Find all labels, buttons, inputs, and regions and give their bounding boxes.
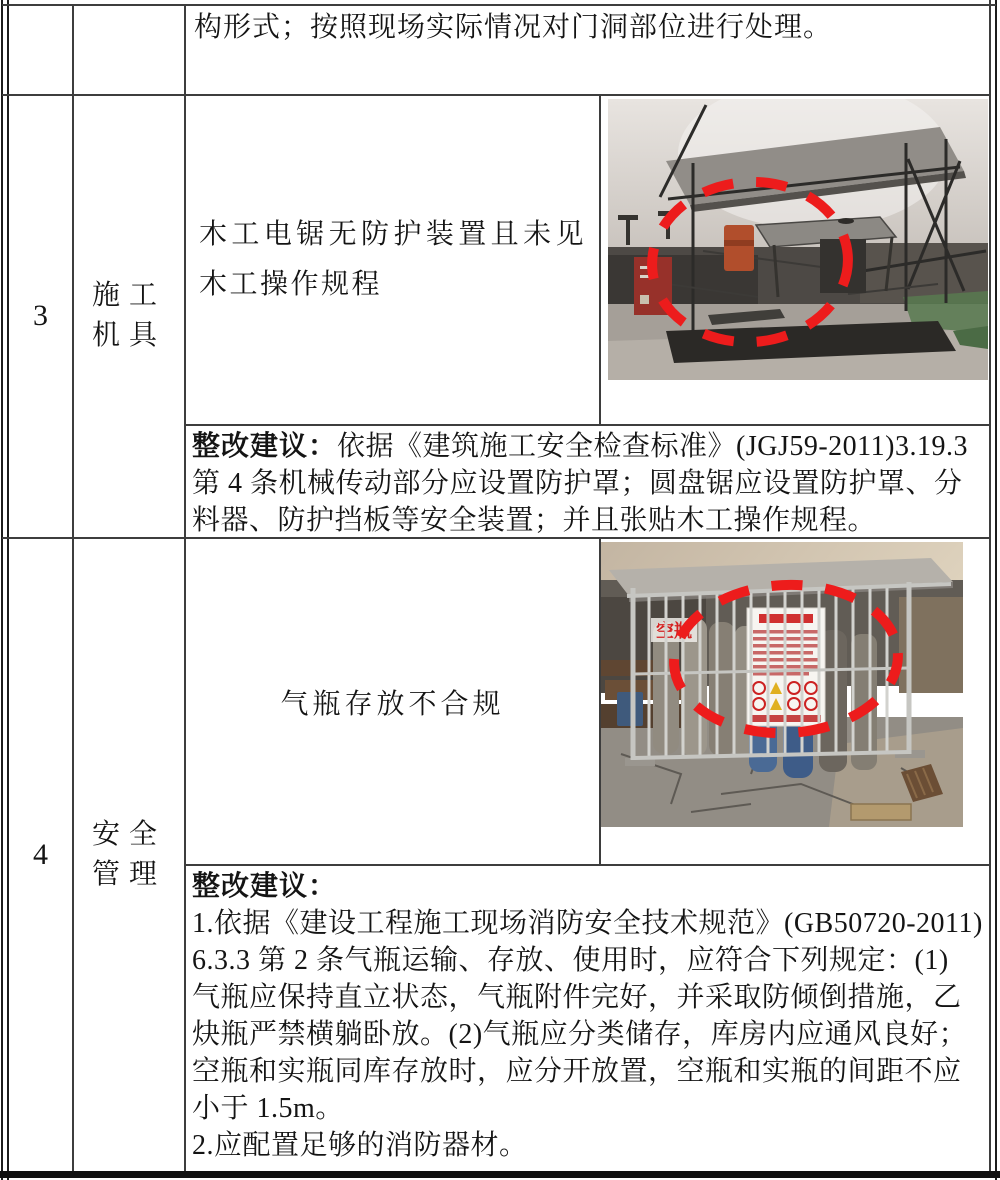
border-right-inner [989,0,991,1172]
border-right-outer [995,0,997,1180]
row3-rect-label: 整改建议： [192,431,338,462]
row4-rect-line1: 1.依据《建设工程施工现场消防安全技术规范》(GB50720-2011) [192,908,983,939]
tan-board [851,804,911,820]
split-line-r3 [184,424,990,426]
row4-rect-line6: 小于 1.5m。 [192,1093,344,1124]
row3-category-line1: 施工 [91,280,166,311]
saw-blade-slot [838,218,854,224]
row4-category-line2: 管理 [91,858,166,890]
cylinder-cage-illustration [601,542,963,827]
row3-rectification [192,428,986,539]
row4-category [74,538,184,1171]
lamp-head-1 [618,215,638,220]
row3-rect-line1: 整改建议：依据《建筑施工安全检查标准》(JGJ59-2011)3.19.3 [192,431,968,462]
row4-number: 4 [33,837,48,871]
row3-category [74,95,184,537]
border-left-outer [1,0,3,1180]
row3-rect-line2: 第 4 条机械传动部分应设置防护罩；圆盘锯应设置防护罩、分 [192,468,963,499]
row4-rect-line4: 炔瓶严禁横躺卧放。(2)气瓶应分类储存，库房内应通风良好； [192,1019,968,1050]
split-line-r4 [184,864,990,866]
barrel-band [724,240,754,246]
row4-rectification [192,868,986,1164]
row4-rect-line7: 2.应配置足够的消防器材。 [192,1130,528,1161]
row3-issue-text: 木工电锯无防护装置且未见木工操作规程 [199,219,586,300]
photo-divider-r3 [599,95,601,425]
saw-site-illustration [608,99,988,380]
row4-rect-label: 整改建议： [192,871,338,902]
row4-issue-cell [186,539,599,864]
prev-row-continuation-text: 构形式；按照现场实际情况对门洞部位进行处理。 [194,12,833,43]
lamp-pole-1 [626,217,630,245]
row3-photo [608,99,988,380]
row3-category-line2: 机具 [91,320,166,351]
row3-rect-line3: 料器、防护挡板等安全装置；并且张贴木工操作规程。 [192,505,877,536]
row3-number: 3 [33,299,48,332]
orange-barrel [724,225,754,271]
row4-rect-line2: 6.3.3 第 2 条气瓶运输、存放、使用时，应符合下列规定：(1) [192,945,949,976]
row4-photo [601,542,963,827]
row3-issue-cell [186,96,599,424]
row4-rect-line5: 空瓶和实瓶同库存放时，应分开放置，空瓶和实瓶的间距不应 [192,1056,962,1087]
row4-category-line1: 安全 [91,818,166,850]
empty-bottle-label: 空瓶 [656,621,692,641]
row4-rect-line3: 气瓶应保持直立状态，气瓶附件完好，并采取防倾倒措施，乙 [192,982,962,1013]
row-line-top [2,4,996,6]
border-bottom [0,1171,1000,1178]
fire-box-mark-3 [640,295,649,304]
blue-drum [617,692,643,726]
row4-rect-label-line [192,868,986,905]
row4-issue-text: 气瓶存放不合规 [280,688,505,720]
